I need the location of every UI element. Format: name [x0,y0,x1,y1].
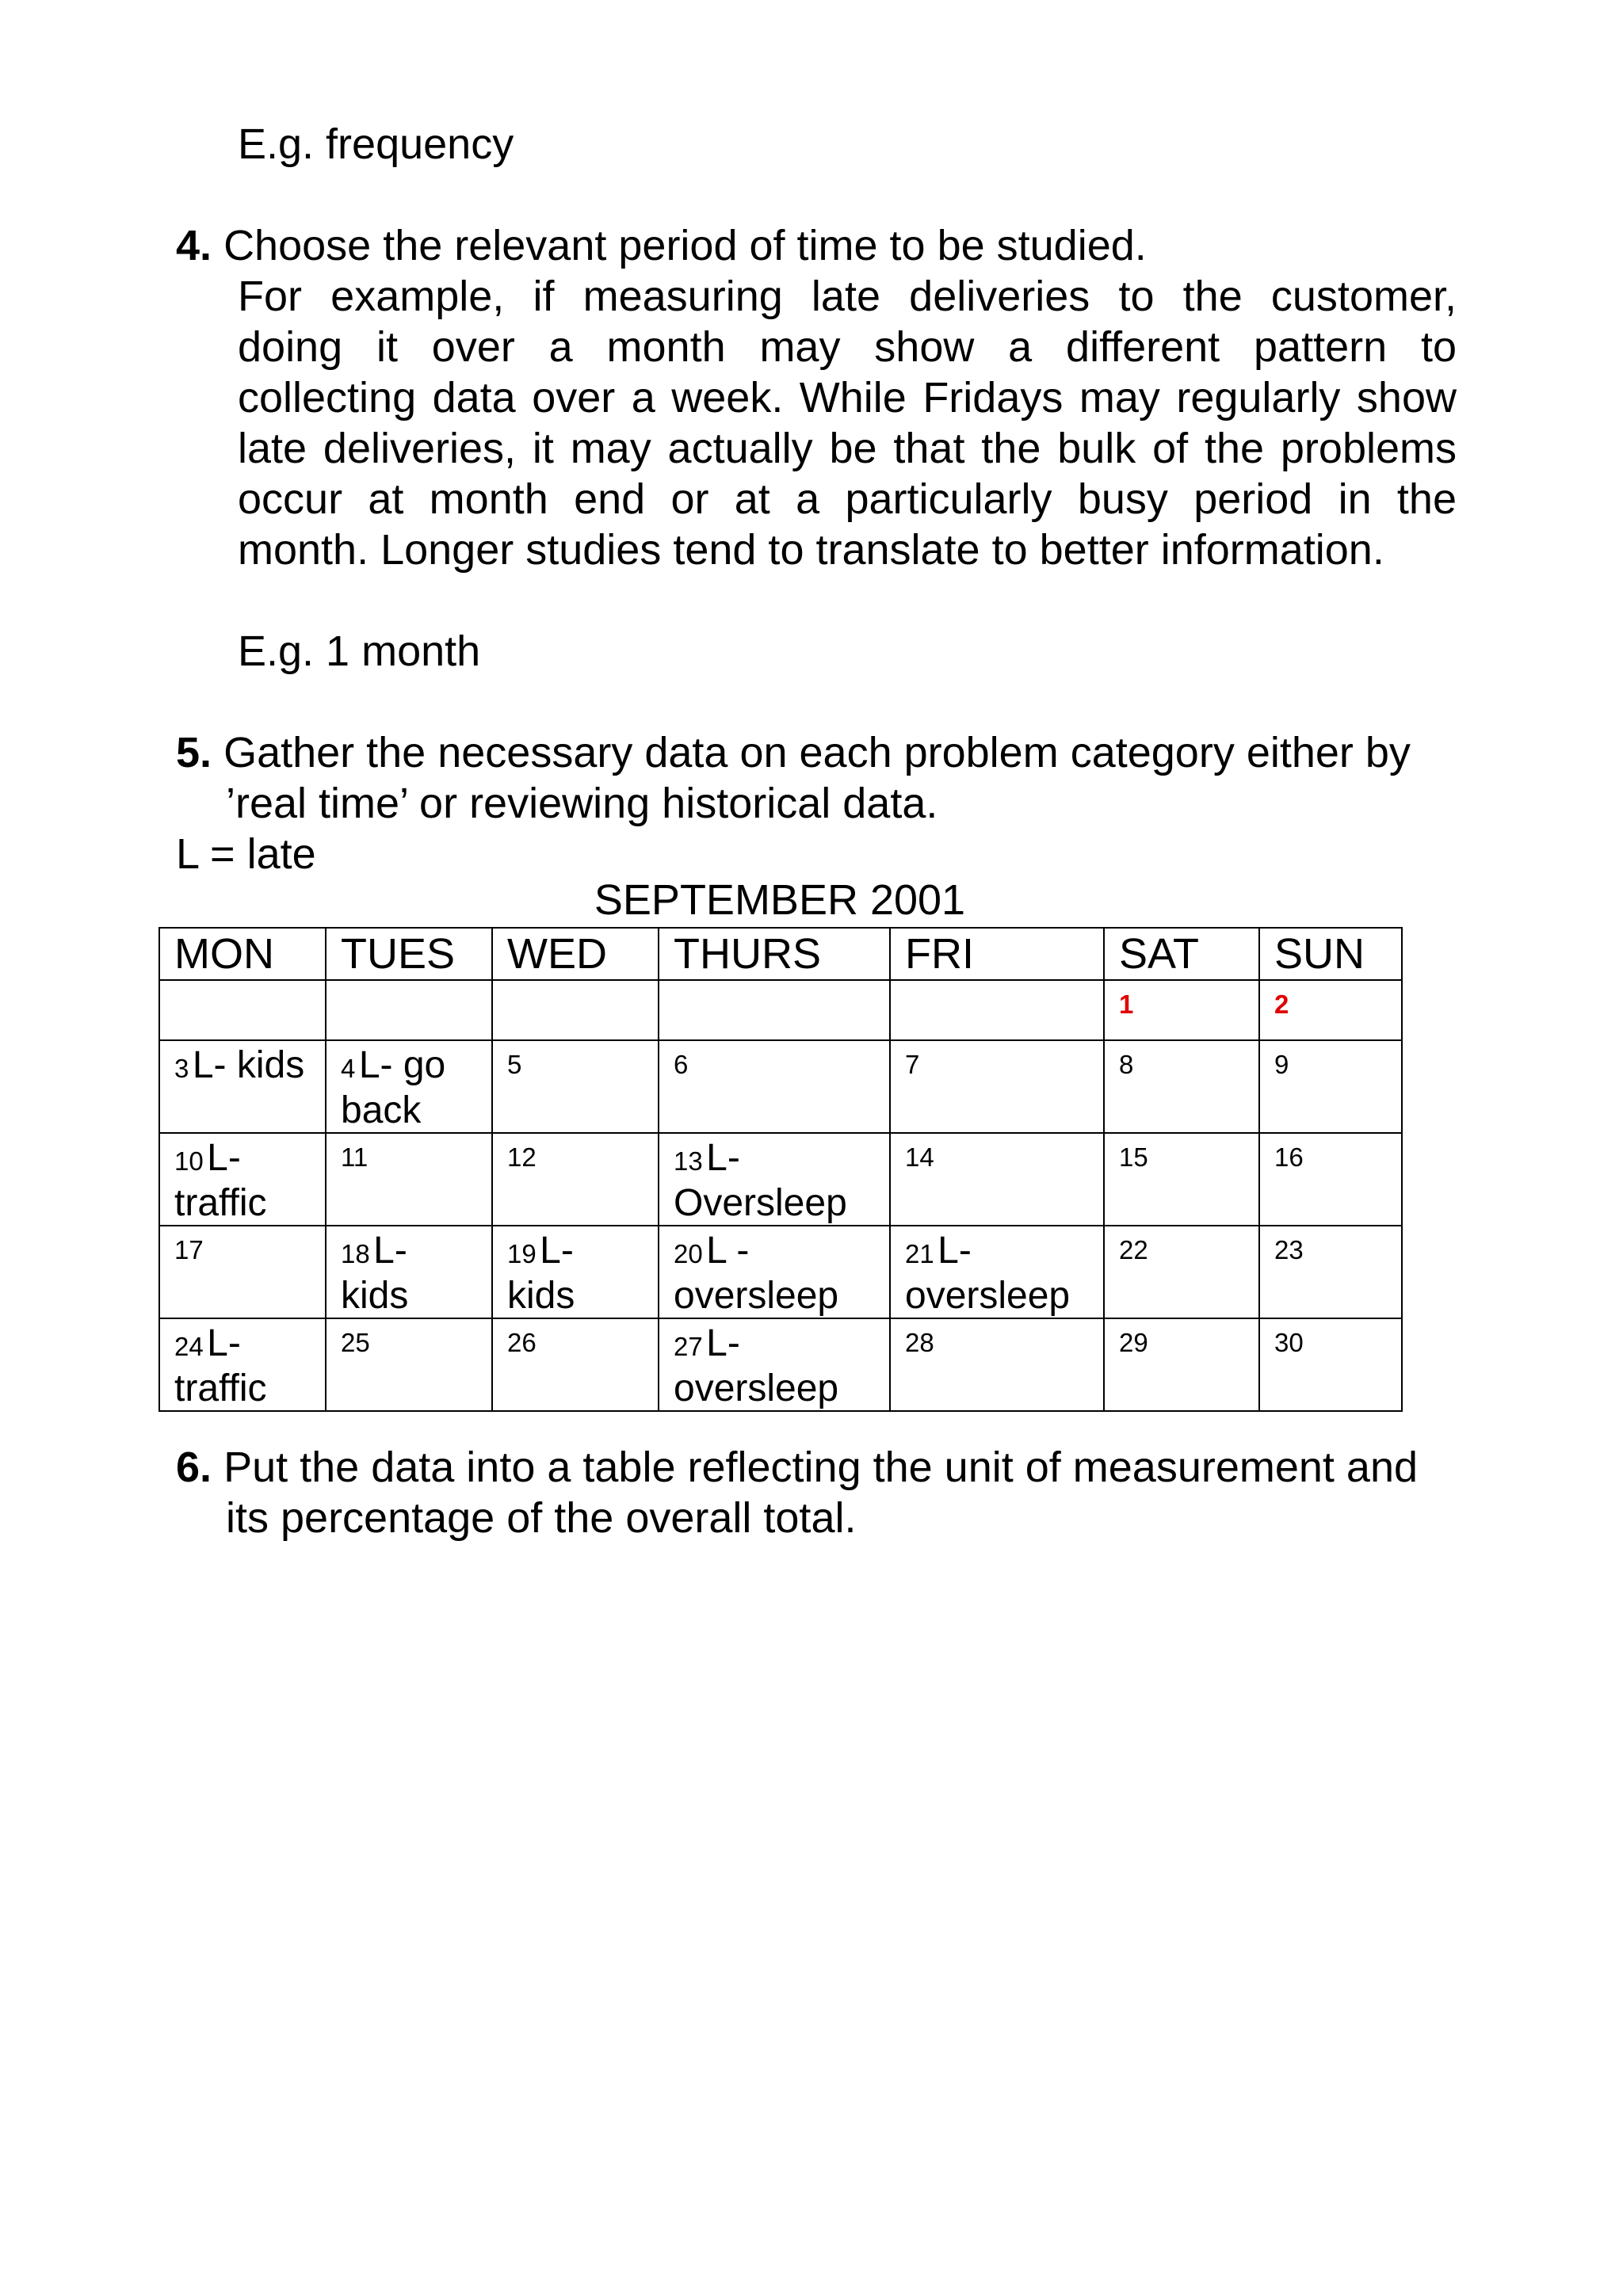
weekday-header: SAT [1104,928,1259,980]
day-number: 18 [341,1239,370,1268]
calendar-cell [1104,980,1259,1040]
calendar-cell [890,1318,1104,1411]
late-entry: L- traffic [174,1137,267,1224]
calendar-cell [1104,1226,1259,1318]
calendar-cell [659,980,890,1040]
example-period: E.g. 1 month [238,627,481,675]
calendar-cell [1259,1133,1402,1226]
calendar-cell [1104,1318,1259,1411]
step4-number: 4. [176,222,212,269]
example-frequency: E.g. frequency [238,120,514,168]
calendar-cell [492,1318,659,1411]
calendar-cell [492,1040,659,1133]
day-number: 4 [341,1054,356,1083]
step4-heading [176,220,1147,271]
step4-heading-text: Choose the relevant period of time to be studied. [223,222,1147,269]
step4-paragraph [238,271,1457,575]
calendar-week-row [159,1133,1402,1226]
day-number: 28 [905,1328,934,1357]
calendar-cell [890,980,1104,1040]
calendar-cell [326,980,492,1040]
calendar-cell [159,1318,326,1411]
step5-line1: Gather the necessary data on each problem category either by [223,729,1411,776]
day-number: 14 [905,1142,934,1172]
day-number: 21 [905,1239,934,1268]
calendar-cell [1259,1040,1402,1133]
calendar-cell [492,980,659,1040]
calendar-cell [659,1040,890,1133]
day-number: 30 [1274,1328,1304,1357]
weekend-date: 1 [1119,990,1134,1019]
day-number: 29 [1119,1328,1148,1357]
day-number: 10 [174,1146,204,1176]
day-number: 25 [341,1328,370,1357]
day-number: 13 [674,1146,703,1176]
day-number: 11 [341,1142,369,1172]
late-entry: L - oversleep [674,1230,839,1317]
day-number: 23 [1274,1235,1304,1264]
day-number: 15 [1119,1142,1148,1172]
calendar-first-row [159,980,1402,1040]
weekday-header: TUES [326,928,492,980]
day-number: 16 [1274,1142,1304,1172]
weekday-header: SUN [1259,928,1402,980]
step4-para-line: occur at month end or at a particularly busy period in the [238,475,1457,523]
step4-para-line: month. Longer studies tend to translate to better information. [238,526,1384,574]
weekend-date: 2 [1274,990,1289,1019]
calendar-cell [1259,1318,1402,1411]
day-number: 24 [174,1332,204,1361]
day-number: 22 [1119,1235,1148,1264]
day-number: 6 [674,1050,689,1079]
day-number: 26 [507,1328,537,1357]
calendar-table [158,927,1403,1412]
calendar-cell [1259,980,1402,1040]
calendar-week-row [159,1040,1402,1133]
weekday-header: MON [159,928,326,980]
calendar-cell [159,1226,326,1318]
day-number: 20 [674,1239,703,1268]
day-number: 17 [174,1235,204,1264]
late-entry: L- Oversleep [674,1137,847,1224]
day-number: 9 [1274,1050,1289,1079]
calendar-week-row [159,1226,1402,1318]
weekday-header: THURS [659,928,890,980]
late-entry: L- oversleep [674,1322,839,1409]
late-entry: L- kids [341,1230,409,1317]
day-number: 3 [174,1054,189,1083]
calendar-header-row [159,928,1402,980]
late-entry: L- go back [341,1044,446,1131]
calendar-cell [326,1040,492,1133]
calendar-cell [492,1226,659,1318]
step4-para-line: For example, if measuring late deliveries to the customer, [238,273,1457,320]
calendar-cell [659,1226,890,1318]
late-entry: L- kids [507,1230,575,1317]
late-entry: L- oversleep [905,1230,1071,1317]
step6-line1: Put the data into a table reflecting the unit of measurement and [223,1444,1419,1491]
calendar-cell [492,1133,659,1226]
calendar-cell [890,1133,1104,1226]
calendar-cell [326,1133,492,1226]
step5-heading [176,727,1411,778]
calendar-cell [1104,1040,1259,1133]
day-number: 27 [674,1332,703,1361]
day-number: 5 [507,1050,522,1079]
step4-para-line: collecting data over a week. While Fridays may regularly show [238,374,1457,421]
calendar-cell [890,1040,1104,1133]
late-entry: L- kids [192,1044,305,1086]
day-number: 7 [905,1050,920,1079]
late-entry: L- traffic [174,1322,267,1409]
day-number: 8 [1119,1050,1134,1079]
calendar-cell [659,1133,890,1226]
step5-line2: ’real time’ or reviewing historical data. [226,780,938,827]
weekday-header: FRI [890,928,1104,980]
step6-heading [176,1442,1418,1493]
calendar-cell [159,1040,326,1133]
calendar-caption: SEPTEMBER 2001 [594,876,966,924]
day-number: 19 [507,1239,537,1268]
calendar-cell [659,1318,890,1411]
day-number: 12 [507,1142,537,1172]
calendar-cell [1259,1226,1402,1318]
calendar-cell [890,1226,1104,1318]
calendar-cell [159,1133,326,1226]
step5-number: 5. [176,729,212,776]
calendar-cell [326,1318,492,1411]
weekday-header: WED [492,928,659,980]
calendar-cell [1104,1133,1259,1226]
calendar-week-row [159,1318,1402,1411]
late-legend: L = late [176,830,316,878]
step4-para-line: late deliveries, it may actually be that the bulk of the problems [238,425,1457,472]
step4-para-line: doing it over a month may show a different pattern to [238,323,1457,371]
calendar-cell [159,980,326,1040]
step6-number: 6. [176,1444,212,1491]
step6-line2: its percentage of the overall total. [226,1494,857,1542]
calendar-cell [326,1226,492,1318]
